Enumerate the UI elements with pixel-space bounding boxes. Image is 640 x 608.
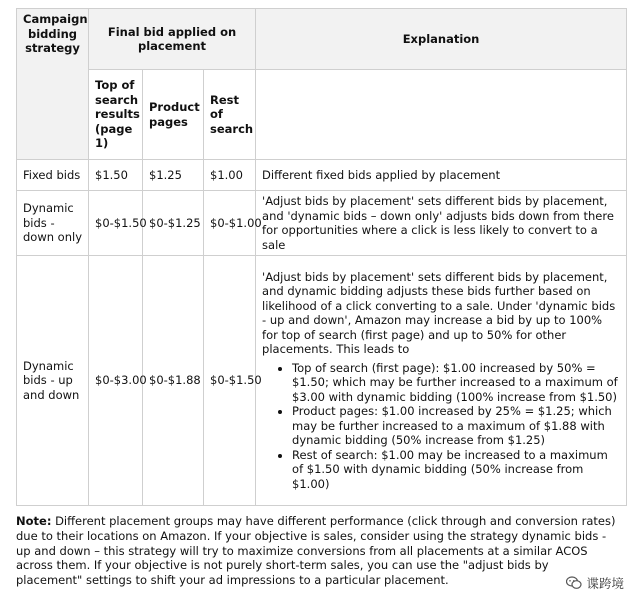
bullet-product-pages: • Product pages: $1.00 increased by 25% = $1.25; which may be further increased to a maximum of $1.88 with dynamic bidding (50% increase from $1.25): [292, 404, 620, 448]
row-top-bid: $0-$3.00: [89, 256, 143, 506]
table-row: [17, 191, 627, 256]
explanation-bullet-list: [262, 361, 620, 492]
watermark-text: 谍跨境: [586, 576, 624, 591]
header-final-bid: Final bid applied on placement: [89, 9, 256, 70]
subheader-explanation-empty: [256, 70, 627, 160]
row-rest-bid: $0-$1.50: [204, 256, 256, 506]
table-header-row: [17, 9, 627, 70]
row-rest-bid: $0-$1.00: [204, 191, 256, 256]
row-rest-bid: $1.00: [204, 160, 256, 191]
subheader-product-pages: Product pages: [143, 70, 204, 160]
watermark: [566, 574, 624, 592]
row-explanation: Different fixed bids applied by placement: [256, 160, 627, 191]
note-paragraph: [16, 514, 616, 588]
subheader-top-of-search: Top of search results (page 1): [89, 70, 143, 160]
row-strategy: Fixed bids: [17, 160, 89, 191]
bullet-top-of-search: • Top of search (first page): $1.00 increased by 50% = $1.50; which may be further increased to a maximum of $3.00 with dynamic bidding (100% increase from $1.50): [292, 361, 620, 405]
subheader-rest-of-search: Rest of search: [204, 70, 256, 160]
bullet-rest-of-search: • Rest of search: $1.00 may be increased to a maximum of $1.50 with dynamic bidding (50% increase from $1.00): [292, 448, 620, 492]
row-product-bid: $1.25: [143, 160, 204, 191]
row-product-bid: $0-$1.25: [143, 191, 204, 256]
table-subheader-row: [17, 70, 627, 160]
row-explanation: 'Adjust bids by placement' sets different bids by placement, and 'dynamic bids – down only' adjusts bids down from there for opportunities where a click is less likely to convert to a sale: [256, 191, 627, 256]
table-row: [17, 160, 627, 191]
wechat-icon: [566, 576, 582, 590]
row-explanation: 'Adjust bids by placement' sets different bids by placement, and dynamic bidding adjusts these bids further based on likelihood of a click converting to a sale. Under 'dynamic bids - up and down', Amazon may increase a bid by up to 100% for top of search (first page) and up to 50% for other placements. This leads to: [262, 269, 616, 357]
header-explanation: Explanation: [256, 9, 627, 70]
note-label: Note:: [16, 514, 52, 528]
table-row: [17, 256, 627, 506]
bidding-strategy-table: [16, 8, 627, 506]
header-strategy: Campaign bidding strategy: [17, 9, 89, 160]
note-text: Different placement groups may have different performance (click through and conversion rates) due to their locations on Amazon. If your objective is sales, consider using the strategy dynamic bids - up and down – this strategy will try to maximize conversions from all placements at a similar ACOS across them. If your objective is not purely short-term sales, you can use the "adjust bids by placement" settings to shift your ad impressions to a particular placement.: [16, 514, 616, 588]
row-top-bid: $0-$1.50: [89, 191, 143, 256]
row-product-bid: $0-$1.88: [143, 256, 204, 506]
row-explanation-cell: [256, 256, 627, 506]
row-top-bid: $1.50: [89, 160, 143, 191]
row-strategy: Dynamic bids - up and down: [17, 256, 89, 506]
row-strategy: Dynamic bids - down only: [17, 191, 89, 256]
